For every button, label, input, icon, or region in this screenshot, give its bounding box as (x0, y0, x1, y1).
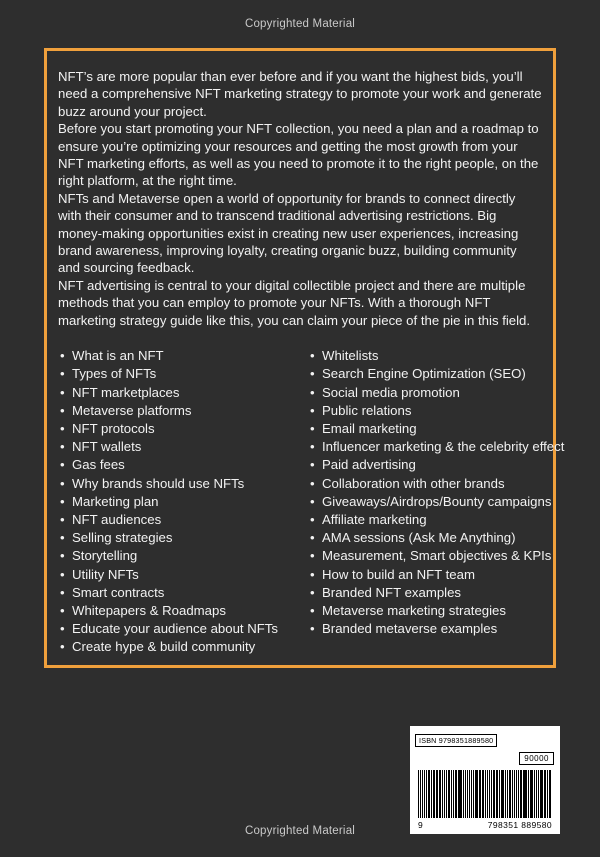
list-item: • Email marketing (308, 420, 542, 438)
list-item: • Create hype & build community (58, 638, 300, 656)
list-item: • Whitelists (308, 347, 542, 365)
list-item: • What is an NFT (58, 347, 300, 365)
cover-content (58, 68, 565, 657)
list-item: • AMA sessions (Ask Me Anything) (308, 529, 542, 547)
list-item: • NFT audiences (58, 511, 300, 529)
blurb-paragraph-3: NFTs and Metaverse open a world of opportunity for brands to connect directly with their consumer and to transcend traditional advertising restrictions. Big money-making opportunities exist in creating new user experiences, increasing brand awareness, improving loyalty, creating organic buzz, building community and sourcing feedback. (58, 190, 519, 276)
list-item: • Branded metaverse examples (308, 620, 542, 638)
list-item: • Public relations (308, 402, 542, 420)
copyright-watermark-top: Copyrighted Material (244, 18, 356, 30)
barcode-digit-prefix: 9 (418, 820, 424, 830)
list-item: • Storytelling (58, 547, 300, 565)
barcode-bars (418, 770, 552, 818)
copyright-watermark-bottom: Copyrighted Material (244, 825, 356, 837)
list-item: • NFT wallets (58, 438, 300, 456)
blurb-paragraph-4: NFT advertising is central to your digital collectible project and there are multiple methods that you can employ to promote your NFTs. With a thorough NFT marketing strategy guide like this, you can claim your piece of the pie in this field. (58, 277, 531, 328)
list-item: • Gas fees (58, 456, 300, 474)
blurb-paragraph-1: NFT’s are more popular than ever before and if you want the highest bids, you’ll need a comprehensive NFT marketing strategy to promote your work and generate buzz around your project. (58, 69, 542, 119)
list-item: • Utility NFTs (58, 566, 300, 584)
list-item: • Types of NFTs (58, 365, 300, 383)
list-item: • Whitepapers & Roadmaps (58, 602, 300, 620)
list-item: • Branded NFT examples (308, 584, 542, 602)
list-item: • Measurement, Smart objectives & KPIs (308, 547, 542, 565)
isbn-label: ISBN 9798351889580 (415, 734, 497, 747)
list-item: • Influencer marketing & the celebrity effect (308, 438, 542, 456)
topics-lists (58, 347, 565, 656)
list-item: • Search Engine Optimization (SEO) (308, 365, 542, 383)
list-item: • Social media promotion (308, 384, 542, 402)
list-item: • NFT marketplaces (58, 384, 300, 402)
list-item: • Why brands should use NFTs (58, 475, 300, 493)
list-item: • Marketing plan (58, 493, 300, 511)
list-item: • Smart contracts (58, 584, 300, 602)
isbn-barcode (410, 726, 560, 834)
topics-left-column (58, 347, 300, 656)
list-item: • NFT protocols (58, 420, 300, 438)
blurb-paragraph-2: Before you start promoting your NFT collection, you need a plan and a roadmap to ensure you’re optimizing your resources and getting the most growth from your NFT marketing efforts, as well as you need to promote it to the right people, on the right platform, at the right time. (58, 121, 539, 189)
list-item: • Metaverse marketing strategies (308, 602, 542, 620)
list-item: • Affiliate marketing (308, 511, 542, 529)
list-item: • How to build an NFT team (308, 566, 542, 584)
list-item: • Selling strategies (58, 529, 300, 547)
barcode-digit-main: 798351 889580 (487, 820, 552, 830)
list-item: • Paid advertising (308, 456, 542, 474)
list-item: • Educate your audience about NFTs (58, 620, 300, 638)
list-item: • Collaboration with other brands (308, 475, 542, 493)
price-code-label: 90000 (519, 752, 554, 765)
list-item: • Giveaways/Airdrops/Bounty campaigns (308, 493, 542, 511)
topics-right-column (300, 347, 565, 656)
list-item: • Metaverse platforms (58, 402, 300, 420)
